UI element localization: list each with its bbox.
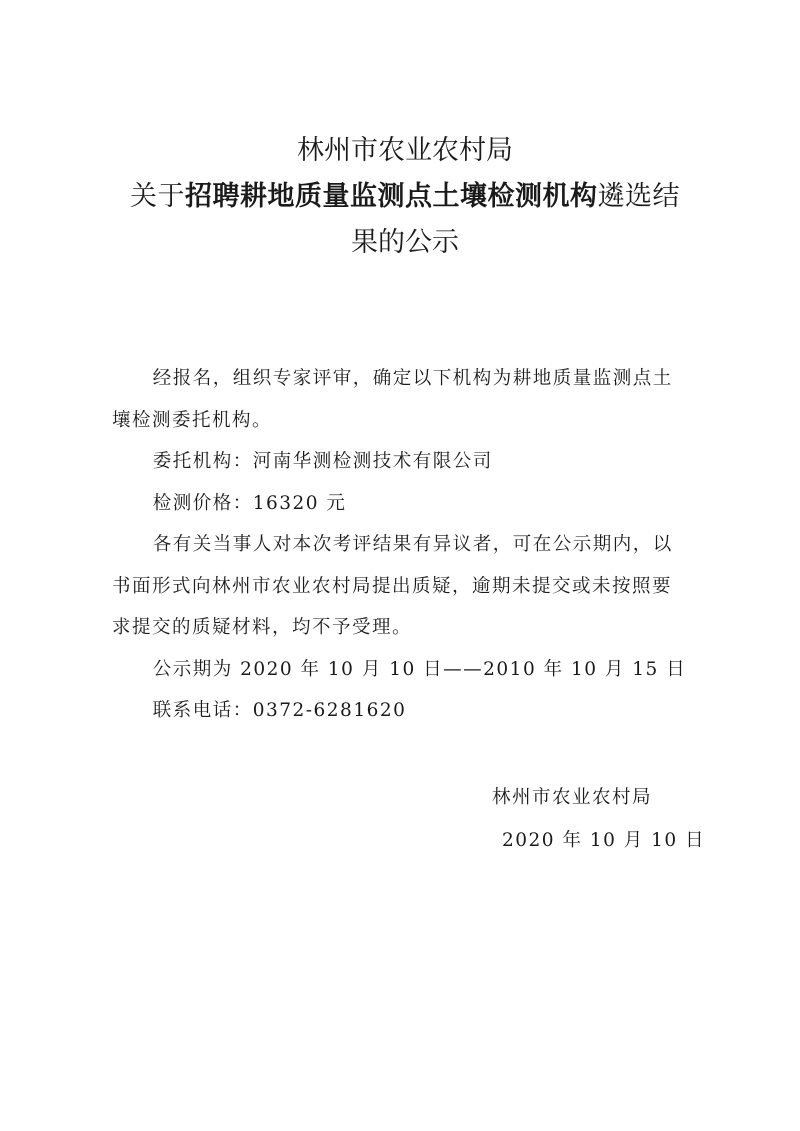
title-line-2 — [100, 174, 710, 220]
title-line-1: 林州市农业农村局 — [297, 135, 513, 166]
paragraph-4-line-2: 书面形式向林州市农业农村局提出质疑，逾期未提交或未按照要 — [112, 575, 673, 597]
document-body — [112, 358, 722, 732]
price-line: 检测价格：16320 元 — [152, 492, 347, 514]
contact-line: 联系电话：0372-6281620 — [152, 700, 407, 721]
title-line-2-bold: 招聘耕地质量监测点土壤检测机构 — [185, 181, 598, 212]
document-title — [100, 128, 710, 266]
agency-line: 委托机构：河南华测检测技术有限公司 — [152, 451, 493, 472]
title-line-3: 果的公示 — [351, 227, 459, 258]
paragraph-1-line-1: 经报名，组织专家评审，确定以下机构为耕地质量监测点土 — [152, 368, 673, 389]
title-line-2-prefix: 关于 — [130, 181, 185, 212]
period-line: 公示期为 2020 年 10 月 10 日——2010 年 10 月 15 日 — [152, 658, 687, 680]
signature-date: 2020 年 10 月 10 日 — [502, 830, 706, 851]
signature-organization: 林州市农业农村局 — [492, 787, 653, 808]
paragraph-4-line-3: 求提交的质疑材料，均不予受理。 — [112, 617, 413, 638]
title-line-2-suffix: 遴选结 — [597, 181, 680, 212]
paragraph-4-line-1: 各有关当事人对本次考评结果有异议者，可在公示期内，以 — [152, 534, 673, 555]
paragraph-1-line-2: 壤检测委托机构。 — [112, 409, 273, 431]
